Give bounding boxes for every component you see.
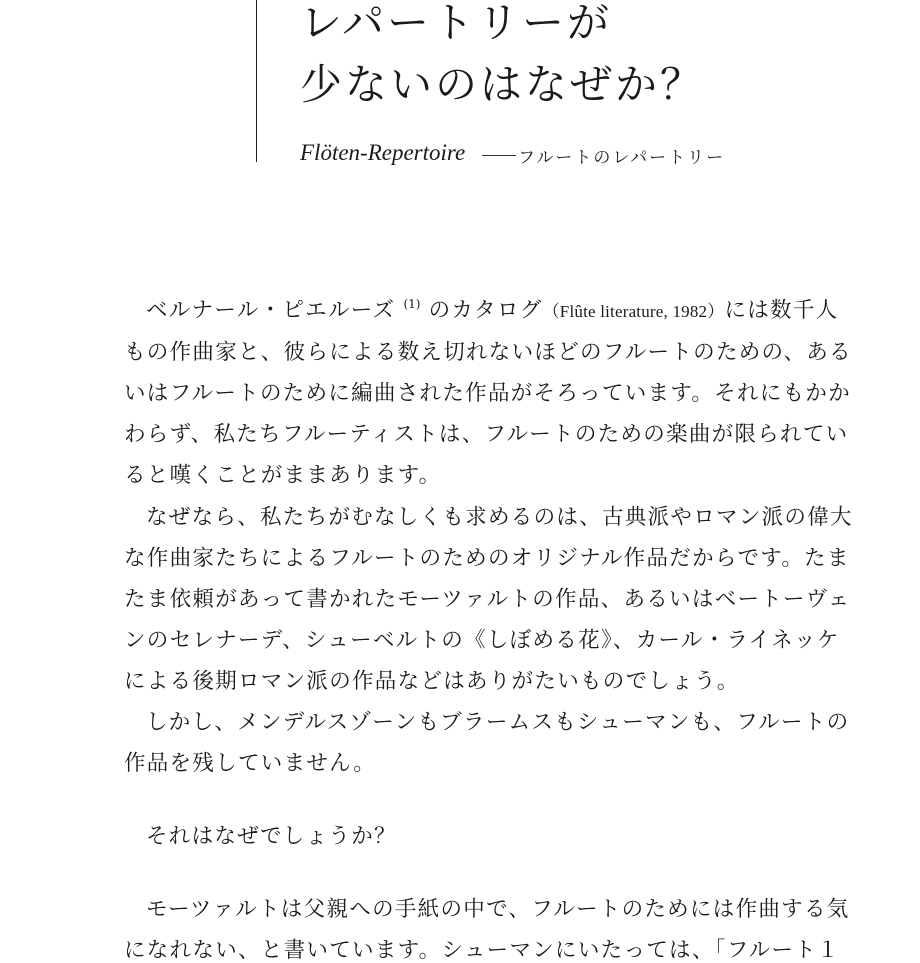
body-line: なぜなら、私たちがむなしくも求めるのは、古典派やロマン派の偉大 xyxy=(146,505,853,530)
body-line: になれない、と書いています。シューマンにいたっては、「フルート１ xyxy=(124,938,840,963)
body-line: な作曲家たちによるフルートのためのオリジナル作品だからです。たま xyxy=(124,546,850,571)
chapter-title-line-2: 少ないのはなぜか？ xyxy=(300,60,706,109)
subtitle-latin: Flöten-Repertoire xyxy=(300,140,466,165)
body-line: しかし、メンデルスゾーンもブラームスもシューマンも、フルートの xyxy=(146,710,850,735)
subtitle-japanese: フルートのレパートリー xyxy=(518,148,726,168)
body-line: 作品を残していません。 xyxy=(124,751,377,776)
body-line: モーツァルトは父親への手紙の中で、フルートのためには作曲する気 xyxy=(146,897,850,922)
body-text: ベルナール・ピエルーズ xyxy=(146,298,396,323)
body-line: ンのセレナーデ、シューベルトの《しぼめる花》、カール・ライネッケ xyxy=(124,628,840,653)
body-text: には数千人 xyxy=(724,298,839,323)
body-text: のカタログ xyxy=(428,298,543,323)
inline-citation: （Flûte literature, 1982） xyxy=(542,302,725,321)
chapter-vertical-rule xyxy=(256,0,257,162)
body-line: それはなぜでしょうか？ xyxy=(146,824,397,849)
body-line: ると嘆くことがままあります。 xyxy=(124,463,442,488)
body-line: もの作曲家と、彼らによる数え切れないほどのフルートのための、ある xyxy=(124,340,852,365)
subtitle-dash xyxy=(482,155,516,156)
body-line: による後期ロマン派の作品などはありがたいものでしょう。 xyxy=(124,669,740,694)
body-line: たま依頼があって書かれたモーツァルトの作品、あるいはベートーヴェ xyxy=(124,587,851,612)
body-line: わらず、私たちフルーティストは、フルートのための楽曲が限られてい xyxy=(124,422,849,447)
body-line: いはフルートのために編曲された作品がそろっています。それにもかか xyxy=(124,381,852,406)
footnote-marker: (1) xyxy=(403,297,421,311)
body-line xyxy=(146,297,839,323)
chapter-title-line-1: レパートリーが xyxy=(300,0,613,47)
